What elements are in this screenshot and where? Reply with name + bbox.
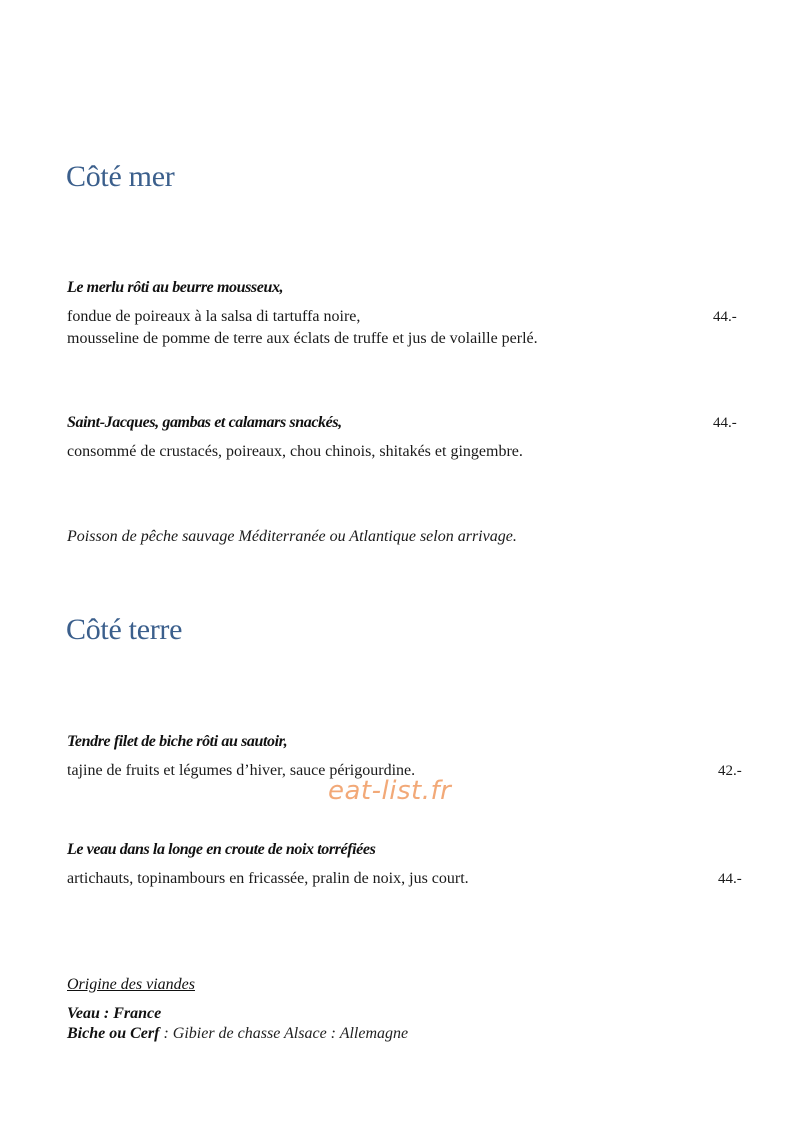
dish-description-line: mousseline de pomme de terre aux éclats de truffe et jus de volaille perlé. (67, 330, 538, 347)
origin-item-biche (67, 1025, 408, 1043)
origin-title: Origine des viandes (67, 976, 195, 993)
dish-description-line: artichauts, topinambours en fricassée, pralin de noix, jus court. (67, 870, 469, 887)
dish-description-line: fondue de poireaux à la salsa di tartuffa noire, (67, 308, 361, 325)
watermark: eat-list.fr (328, 776, 452, 806)
dish-price-veau: 44.- (718, 871, 742, 887)
origin-item-veau (67, 1005, 161, 1023)
dish-title-biche: Tendre filet de biche rôti au sautoir, (67, 733, 288, 750)
section-title-land: Côté terre (66, 613, 183, 646)
dish-title-saint-jacques: Saint-Jacques, gambas et calamars snackés, (67, 414, 342, 431)
origin-value: : Gibier de chasse Alsace : Allemagne (159, 1025, 409, 1042)
dish-description-line: tajine de fruits et légumes d’hiver, sauce périgourdine. (67, 762, 416, 779)
dish-description-line: consommé de crustacés, poireaux, chou chinois, shitakés et gingembre. (67, 443, 523, 460)
dish-title-merlu: Le merlu rôti au beurre mousseux, (67, 279, 284, 296)
origin-label: Veau : France (67, 1005, 162, 1022)
section-title-sea: Côté mer (66, 160, 175, 193)
fish-origin-note: Poisson de pêche sauvage Méditerranée ou Atlantique selon arrivage. (67, 528, 517, 545)
dish-price-merlu: 44.- (713, 309, 737, 325)
dish-title-veau: Le veau dans la longe en croute de noix torréfiées (67, 841, 376, 858)
dish-price-biche: 42.- (718, 763, 742, 779)
dish-price-saint-jacques: 44.- (713, 415, 737, 431)
origin-label: Biche ou Cerf (67, 1025, 160, 1042)
